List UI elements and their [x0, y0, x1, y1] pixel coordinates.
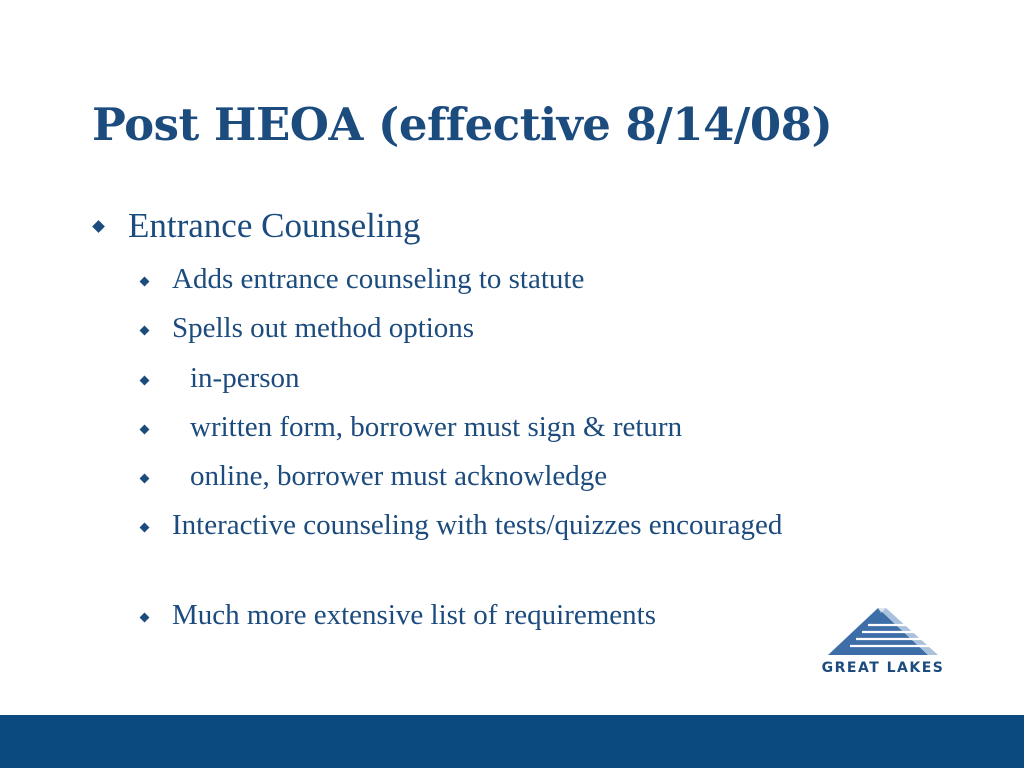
- sub-bullet-text: written form, borrower must sign & return: [190, 411, 683, 443]
- diamond-bullet-icon: [92, 220, 105, 233]
- bullet-text: Entrance Counseling: [128, 206, 421, 245]
- diamond-bullet-icon: [140, 376, 150, 386]
- footer-bar: [0, 715, 1024, 768]
- sub-bullet-text: Adds entrance counseling to statute: [172, 263, 585, 295]
- sub-bullet-text: in-person: [190, 362, 300, 394]
- diamond-bullet-icon: [140, 474, 150, 484]
- logo-text: GREAT LAKES: [821, 660, 945, 676]
- diamond-bullet-icon: [140, 523, 150, 533]
- diamond-bullet-icon: [140, 326, 150, 336]
- sub-bullet-text: Interactive counseling with tests/quizzes encouraged: [172, 509, 783, 541]
- diamond-bullet-icon: [140, 277, 150, 287]
- diamond-bullet-icon: [140, 613, 150, 623]
- sub-bullet-text: Spells out method options: [172, 312, 475, 344]
- diamond-bullet-icon: [140, 425, 150, 435]
- sub-bullet-text: Much more extensive list of requirements: [172, 599, 657, 631]
- sub-bullet-text: online, borrower must acknowledge: [190, 460, 608, 492]
- slide-title: Post HEOA (effective 8/14/08): [92, 98, 833, 151]
